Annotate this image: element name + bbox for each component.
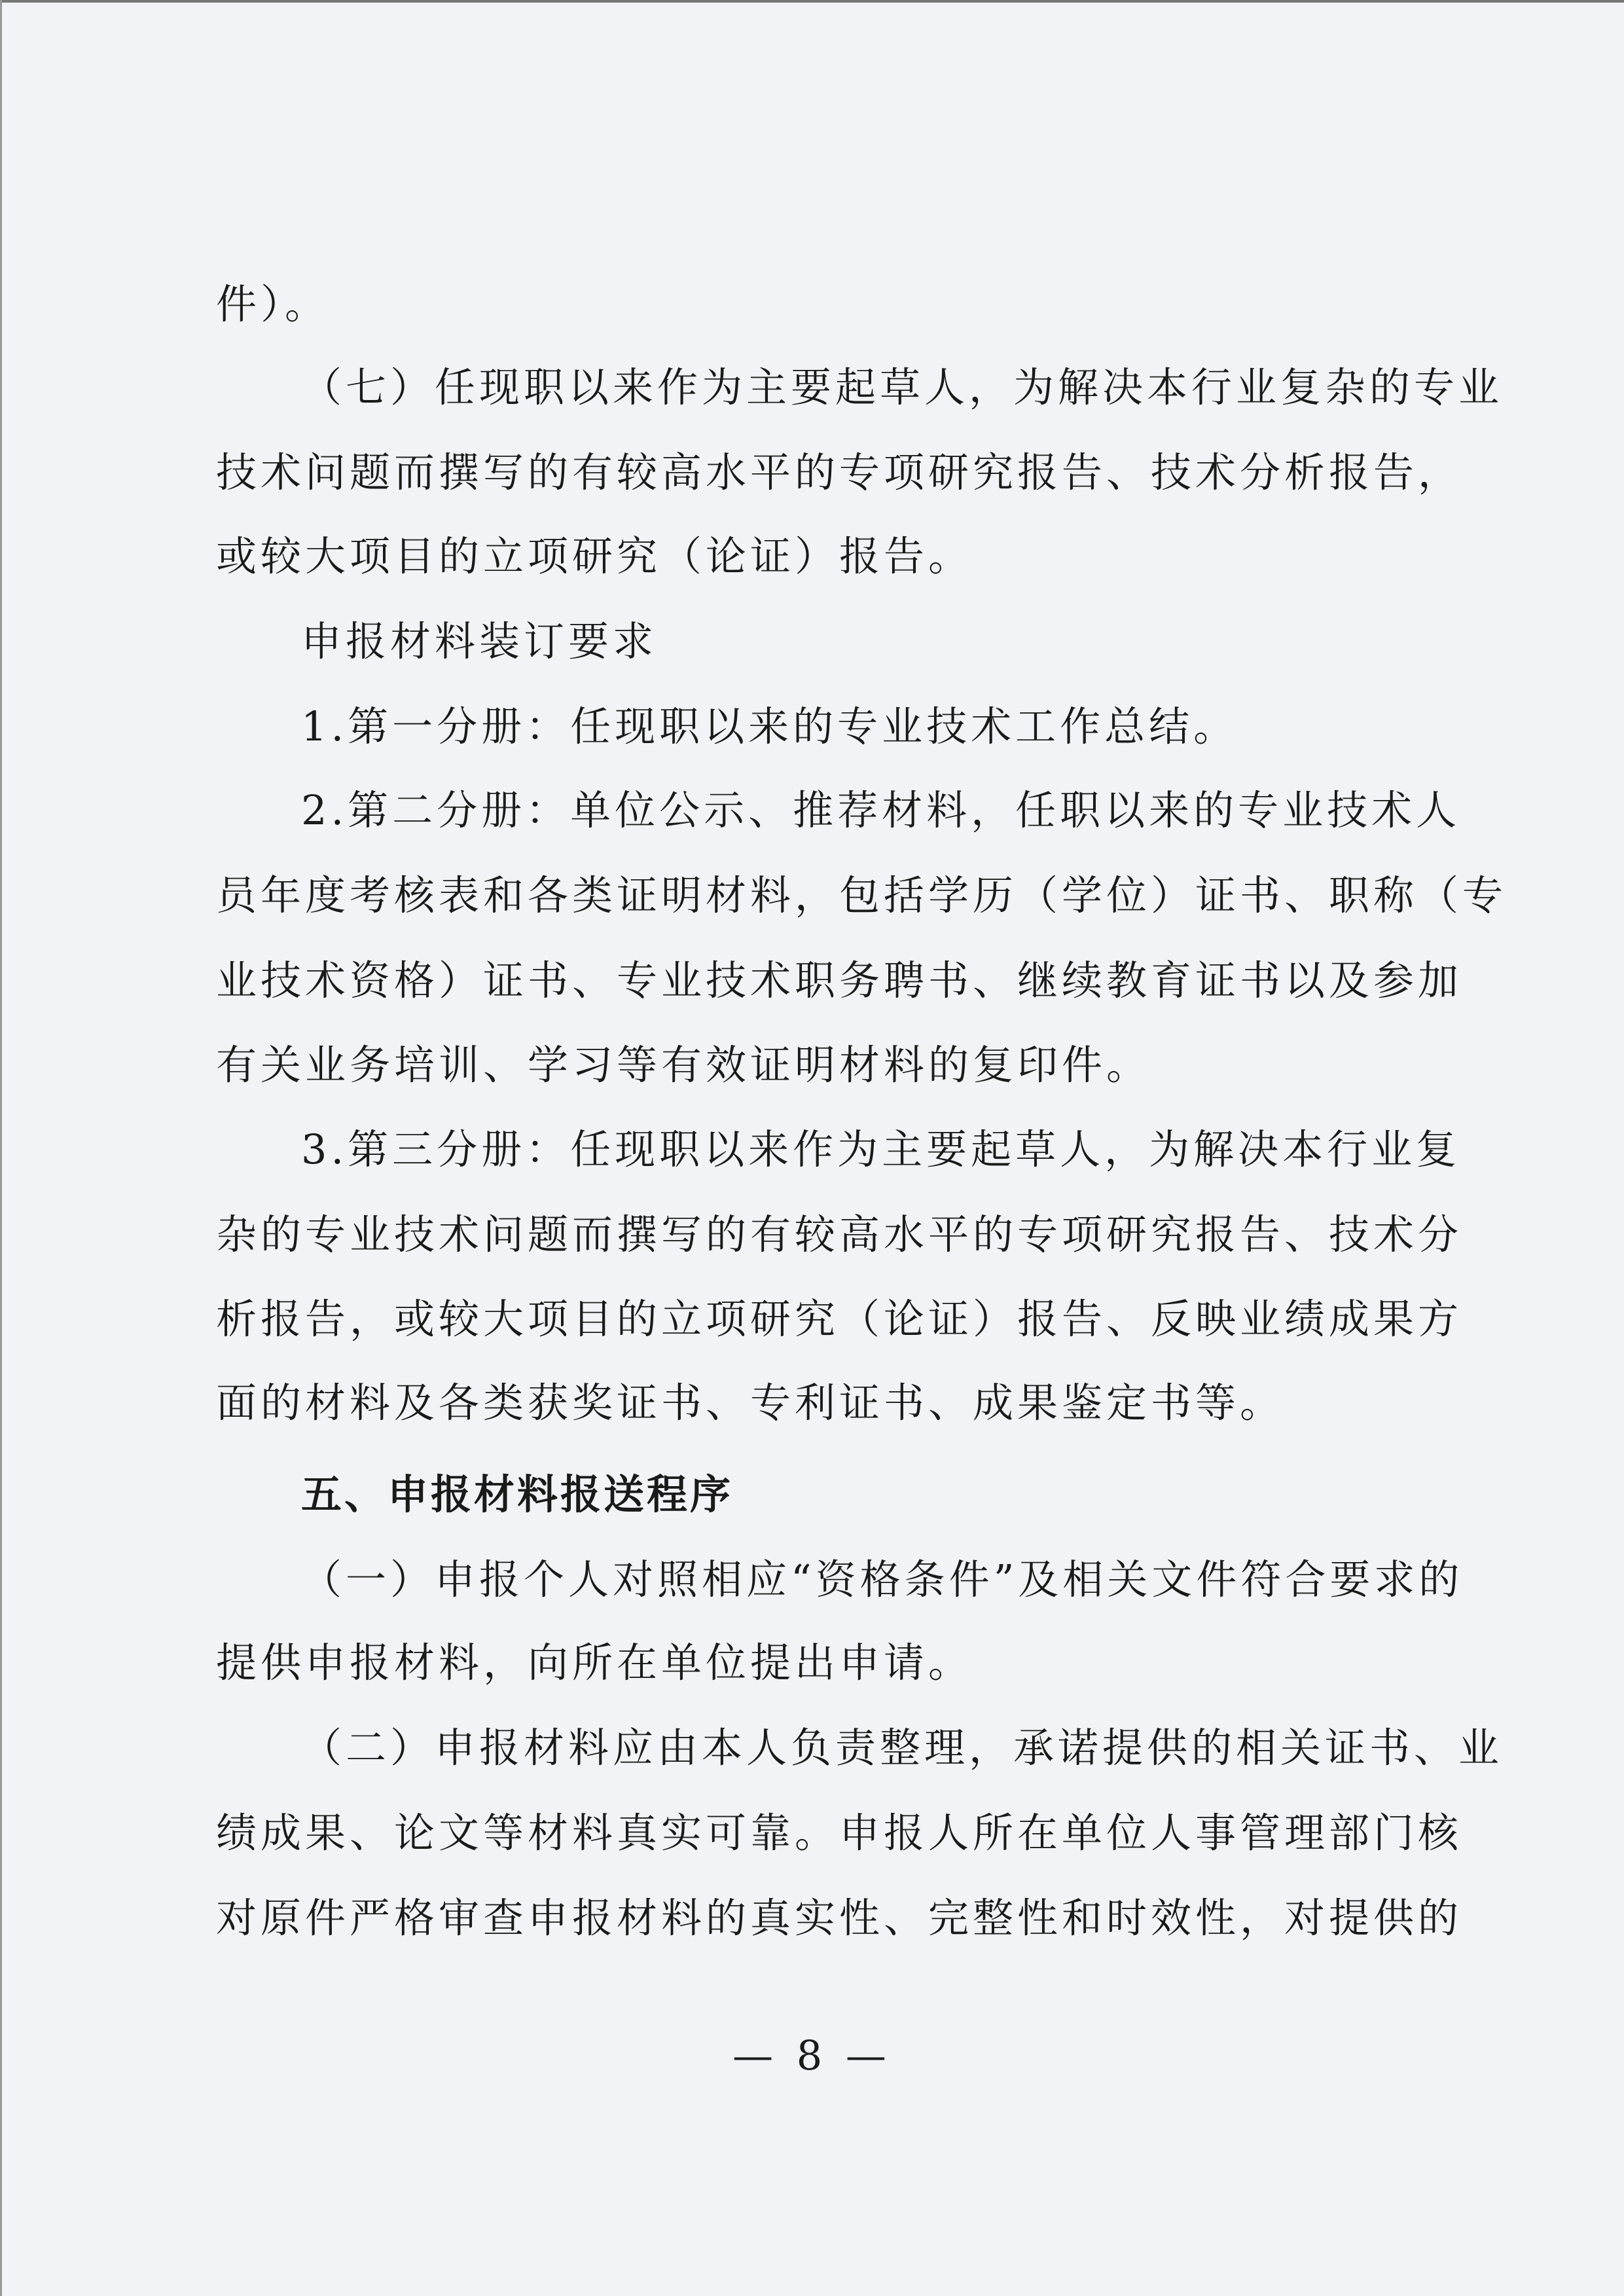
scan-left-edge: [0, 0, 2, 2296]
section-heading: 五、申报材料报送程序: [301, 1470, 734, 1518]
text-line: 业技术资格）证书、专业技术职务聘书、继续教育证书以及参加: [216, 957, 1463, 1004]
text-line: 对原件严格审查申报材料的真实性、完整性和时效性，对提供的: [216, 1894, 1463, 1942]
text-line: 提供申报材料，向所在单位提出申请。: [216, 1639, 973, 1686]
text-line: 2.第二分册：单位公示、推荐材料，任职以来的专业技术人: [301, 786, 1461, 834]
text-line: （二）申报材料应由本人负责整理，承诺提供的相关证书、业: [301, 1724, 1504, 1772]
text-line: 1.第一分册：任现职以来的专业技术工作总结。: [301, 702, 1238, 750]
text-line: 面的材料及各类获奖证书、专利证书、成果鉴定书等。: [216, 1379, 1285, 1427]
text-line: 技术问题而撰写的有较高水平的专项研究报告、技术分析报告，: [216, 448, 1463, 496]
text-line: 员年度考核表和各类证明材料，包括学历（学位）证书、职称（专: [216, 871, 1507, 919]
text-line: 有关业务培训、学习等有效证明材料的复印件。: [216, 1041, 1151, 1089]
page-number: — 8 —: [732, 2032, 892, 2079]
text-line: 或较大项目的立项研究（论证）报告。: [216, 532, 973, 580]
scan-top-edge: [0, 0, 1624, 3]
text-line: （一）申报个人对照相应“资格条件”及相关文件符合要求的: [301, 1556, 1464, 1603]
text-line: 杂的专业技术问题而撰写的有较高水平的专项研究报告、技术分: [216, 1211, 1463, 1258]
text-line: （七）任现职以来作为主要起草人，为解决本行业复杂的专业: [301, 363, 1504, 411]
text-line: 申报材料装订要求: [301, 617, 658, 665]
text-line: 3.第三分册：任现职以来作为主要起草人，为解决本行业复: [301, 1125, 1461, 1173]
text-line: 析报告，或较大项目的立项研究（论证）报告、反映业绩成果方: [216, 1295, 1463, 1343]
text-line: 件）。: [216, 280, 330, 328]
text-line: 绩成果、论文等材料真实可靠。申报人所在单位人事管理部门核: [216, 1809, 1463, 1857]
